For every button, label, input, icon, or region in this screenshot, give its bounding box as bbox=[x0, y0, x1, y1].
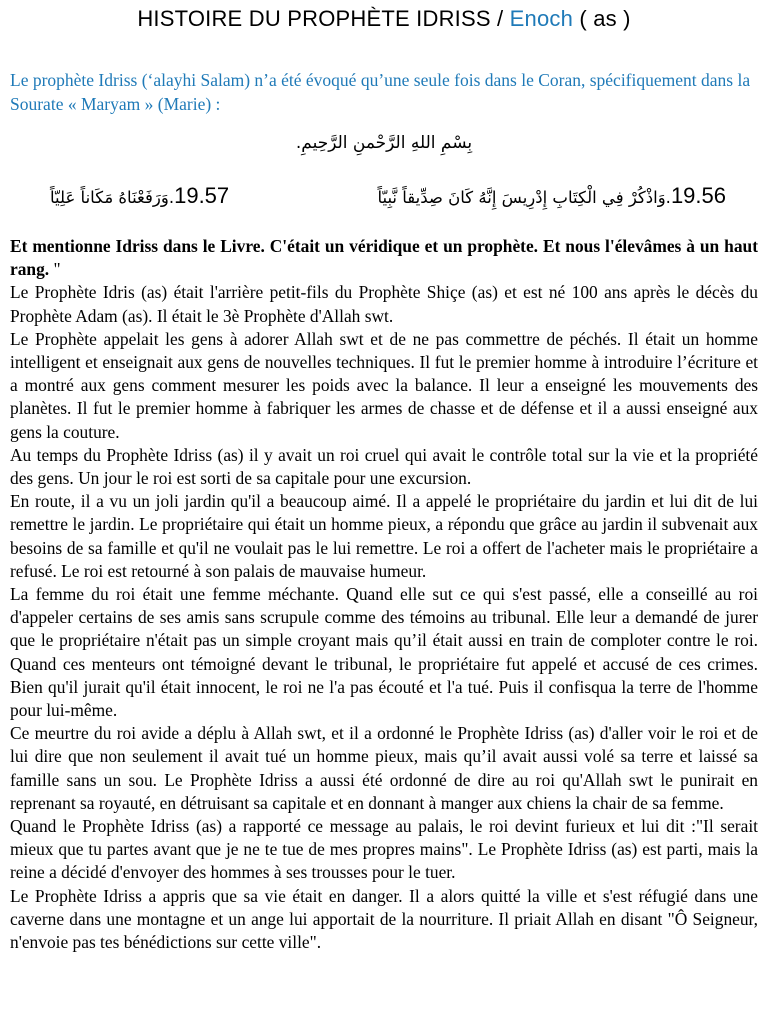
article-body bbox=[10, 235, 758, 954]
paragraph: Le Prophète appelait les gens à adorer Allah swt et de ne pas commettre de péchés. Il était un homme intelligent et enseignait aux gens de nouvelles techniques. Il fut le premier homme à introduire l’écriture et a montré aux gens comment mesurer les poids avec la balance. Il leur a enseigné les mouvements des planètes. Il fut le premier homme à fabriquer les armes de chasse et de défense et il a aussi enseigné aux gens la couture. bbox=[10, 328, 758, 442]
intro-paragraph: Le prophète Idriss (‘alayhi Salam) n’a été évoqué qu’une seule fois dans le Coran, spécifiquement dans la Sourate « Maryam » (Marie) : bbox=[10, 70, 751, 114]
page-title bbox=[0, 6, 768, 32]
paragraph: En route, il a vu un joli jardin qu'il a beaucoup aimé. Il a appelé le propriétaire du jardin et lui dit de lui remettre le jardin. Le propriétaire qui était un homme pieux, a répondu que grâce au jardin il subvenait aux besoins de sa famille et qu'il ne voulait pas le lui remettre. Le roi a offert de l'acheter mais le propriétaire a refusé. Le roi est retourné à son palais de mauvaise humeur. bbox=[10, 491, 758, 581]
verse-19-57 bbox=[50, 178, 229, 216]
title-accent: Enoch bbox=[509, 6, 574, 31]
verse-number: 19.57 bbox=[174, 183, 230, 208]
translation-tail: " bbox=[49, 259, 61, 280]
title-main: HISTOIRE DU PROPHÈTE IDRISS / bbox=[137, 6, 510, 31]
paragraph: Ce meurtre du roi avide a déplu à Allah swt, et il a ordonné le Prophète Idriss (as) d'aller voir le roi et de lui dire que non seulement il avait tué un homme pieux, mais qu’il avait aussi volé sa terre et laissé sa famille sans un sou. Le Prophète Idriss a aussi été ordonné de dire au roi qu'Allah swt le punirait en reprenant sa royauté, en détruisant sa capitale et en donnant à manger aux chiens la chair de sa femme. bbox=[10, 723, 758, 813]
verse-number: 19.56 bbox=[670, 183, 726, 208]
quran-verses bbox=[50, 178, 726, 214]
translation bbox=[10, 235, 758, 281]
paragraph: Le Prophète Idriss a appris que sa vie était en danger. Il a alors quitté la ville et s'est réfugié dans une caverne dans une montagne et un ange lui apportait de la nourriture. Il priait Allah en disant "Ô Seigneur, n'envoie pas tes bénédictions sur cette ville". bbox=[10, 885, 758, 953]
paragraph: La femme du roi était une femme méchante. Quand elle sut ce qui s'est passé, elle a conseillé au roi d'appeler certains de ses amis sans scrupule comme des témoins au tribunal. Elle leur a demandé de jurer que le propriétaire n'était pas un simple croyant mais qu’il était aussi en train de comploter contre le roi. Quand ces menteurs ont témoigné devant le tribunal, le propriétaire fut appelé et accusé de ces crimes. Bien qu'il jurait qu'il était innocent, le roi ne l'a pas écouté et l'a tué. Puis il confisqua la terre de l'homme pour lui-même. bbox=[10, 584, 758, 721]
title-suffix: ( as ) bbox=[573, 6, 631, 31]
verse-19-56 bbox=[377, 178, 726, 216]
basmala: بِسْمِ اللهِ الرَّحْمنِ الرَّحِيمِ. bbox=[295, 133, 473, 153]
verse-text: .وَرَفَعْنَاهُ مَكَاناً عَلِيّاً bbox=[50, 188, 175, 207]
translation-bold: Et mentionne Idriss dans le Livre. C'était un véridique et un prophète. Et nous l'élevâmes à un haut rang. bbox=[10, 236, 758, 280]
paragraph: Au temps du Prophète Idriss (as) il y avait un roi cruel qui avait le contrôle total sur la vie et la propriété des gens. Un jour le roi est sorti de sa capitale pour une excursion. bbox=[10, 444, 758, 489]
verse-text: .وَاذْكُرْ فِي الْكِتَابِ إِدْرِيسَ إِنَّهُ كَانَ صِدِّيقاً نَّبِيّاً bbox=[377, 188, 671, 207]
paragraph: Quand le Prophète Idriss (as) a rapporté ce message au palais, le roi devint furieux et lui dit :"Il serait mieux que tu partes avant que je ne te tue de mes propres mains". Le Prophète Idriss (as) est parti, mais la reine a décidé d'envoyer des hommes à ses trousses pour le tuer. bbox=[10, 816, 758, 883]
paragraph: Le Prophète Idris (as) était l'arrière petit-fils du Prophète Shiçe (as) et est né 100 ans après le décès du Prophète Adam (as). Il était le 3è Prophète d'Allah swt. bbox=[10, 282, 758, 326]
